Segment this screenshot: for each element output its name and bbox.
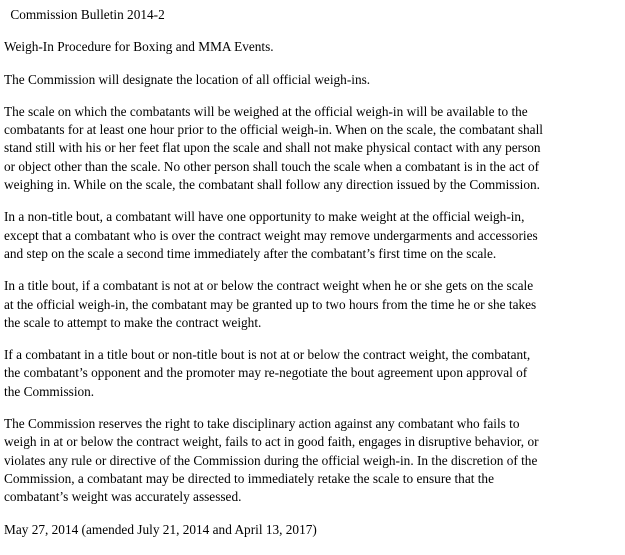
bulletin-number-line: [4, 6, 622, 24]
paragraph-scale-availability: [4, 103, 622, 194]
text-line: weigh in at or below the contract weight, fails to act in good faith, engages in disruptive behavior, or: [4, 434, 539, 450]
text-line: or object other than the scale. No other person shall touch the scale when a combatant is in the act of: [4, 158, 540, 174]
document-title: [4, 38, 622, 56]
text-line: The Commission will designate the location of all official weigh-ins.: [4, 71, 371, 87]
text-line: In a non-title bout, a combatant will have one opportunity to make weight at the official weigh-in,: [4, 209, 525, 225]
text-line: at the official weigh-in, the combatant may be granted up to two hours from the time he or she takes: [4, 296, 537, 312]
paragraph-disciplinary-action: [4, 415, 622, 506]
text-line: Weigh-In Procedure for Boxing and MMA Events.: [4, 39, 274, 55]
text-line: except that a combatant who is over the contract weight may remove undergarments and accessories: [4, 227, 538, 243]
text-line: The Commission reserves the right to take disciplinary action against any combatant who fails to: [4, 416, 520, 432]
text-line: stand still with his or her feet flat upon the scale and shall not make physical contact with any person: [4, 140, 541, 156]
text-line: Commission Bulletin 2014-2: [7, 7, 165, 22]
text-line: the Commission.: [4, 383, 95, 399]
text-line: the scale to attempt to make the contract weight.: [4, 314, 262, 330]
text-line: the combatant’s opponent and the promoter may re-negotiate the bout agreement upon approval of: [4, 365, 528, 381]
text-line: If a combatant in a title bout or non-title bout is not at or below the contract weight, the combatant,: [4, 347, 531, 363]
text-line: violates any rule or directive of the Commission during the official weigh-in. In the discretion of the: [4, 452, 538, 468]
paragraph-title-bout: [4, 277, 622, 332]
text-line: Commission, a combatant may be directed to immediately retake the scale to ensure that the: [4, 470, 494, 486]
text-line: combatants for at least one hour prior to the official weigh-in. When on the scale, the combatant shall: [4, 122, 543, 138]
paragraph-designate-location: [4, 71, 622, 89]
text-line: The scale on which the combatants will be weighed at the official weigh-in will be available to the: [4, 103, 528, 119]
text-line: May 27, 2014 (amended July 21, 2014 and April 13, 2017): [4, 521, 317, 537]
paragraph-non-title-bout: [4, 208, 622, 263]
paragraph-renegotiate: [4, 346, 622, 401]
text-line: combatant’s weight was accurately assessed.: [4, 489, 242, 505]
text-line: and step on the scale a second time immediately after the combatant’s first time on the scale.: [4, 245, 497, 261]
text-line: weighing in. While on the scale, the combatant shall follow any direction issued by the Commission.: [4, 177, 540, 193]
date-line: [4, 521, 622, 539]
text-line: In a title bout, if a combatant is not at or below the contract weight when he or she gets on the scale: [4, 278, 534, 294]
